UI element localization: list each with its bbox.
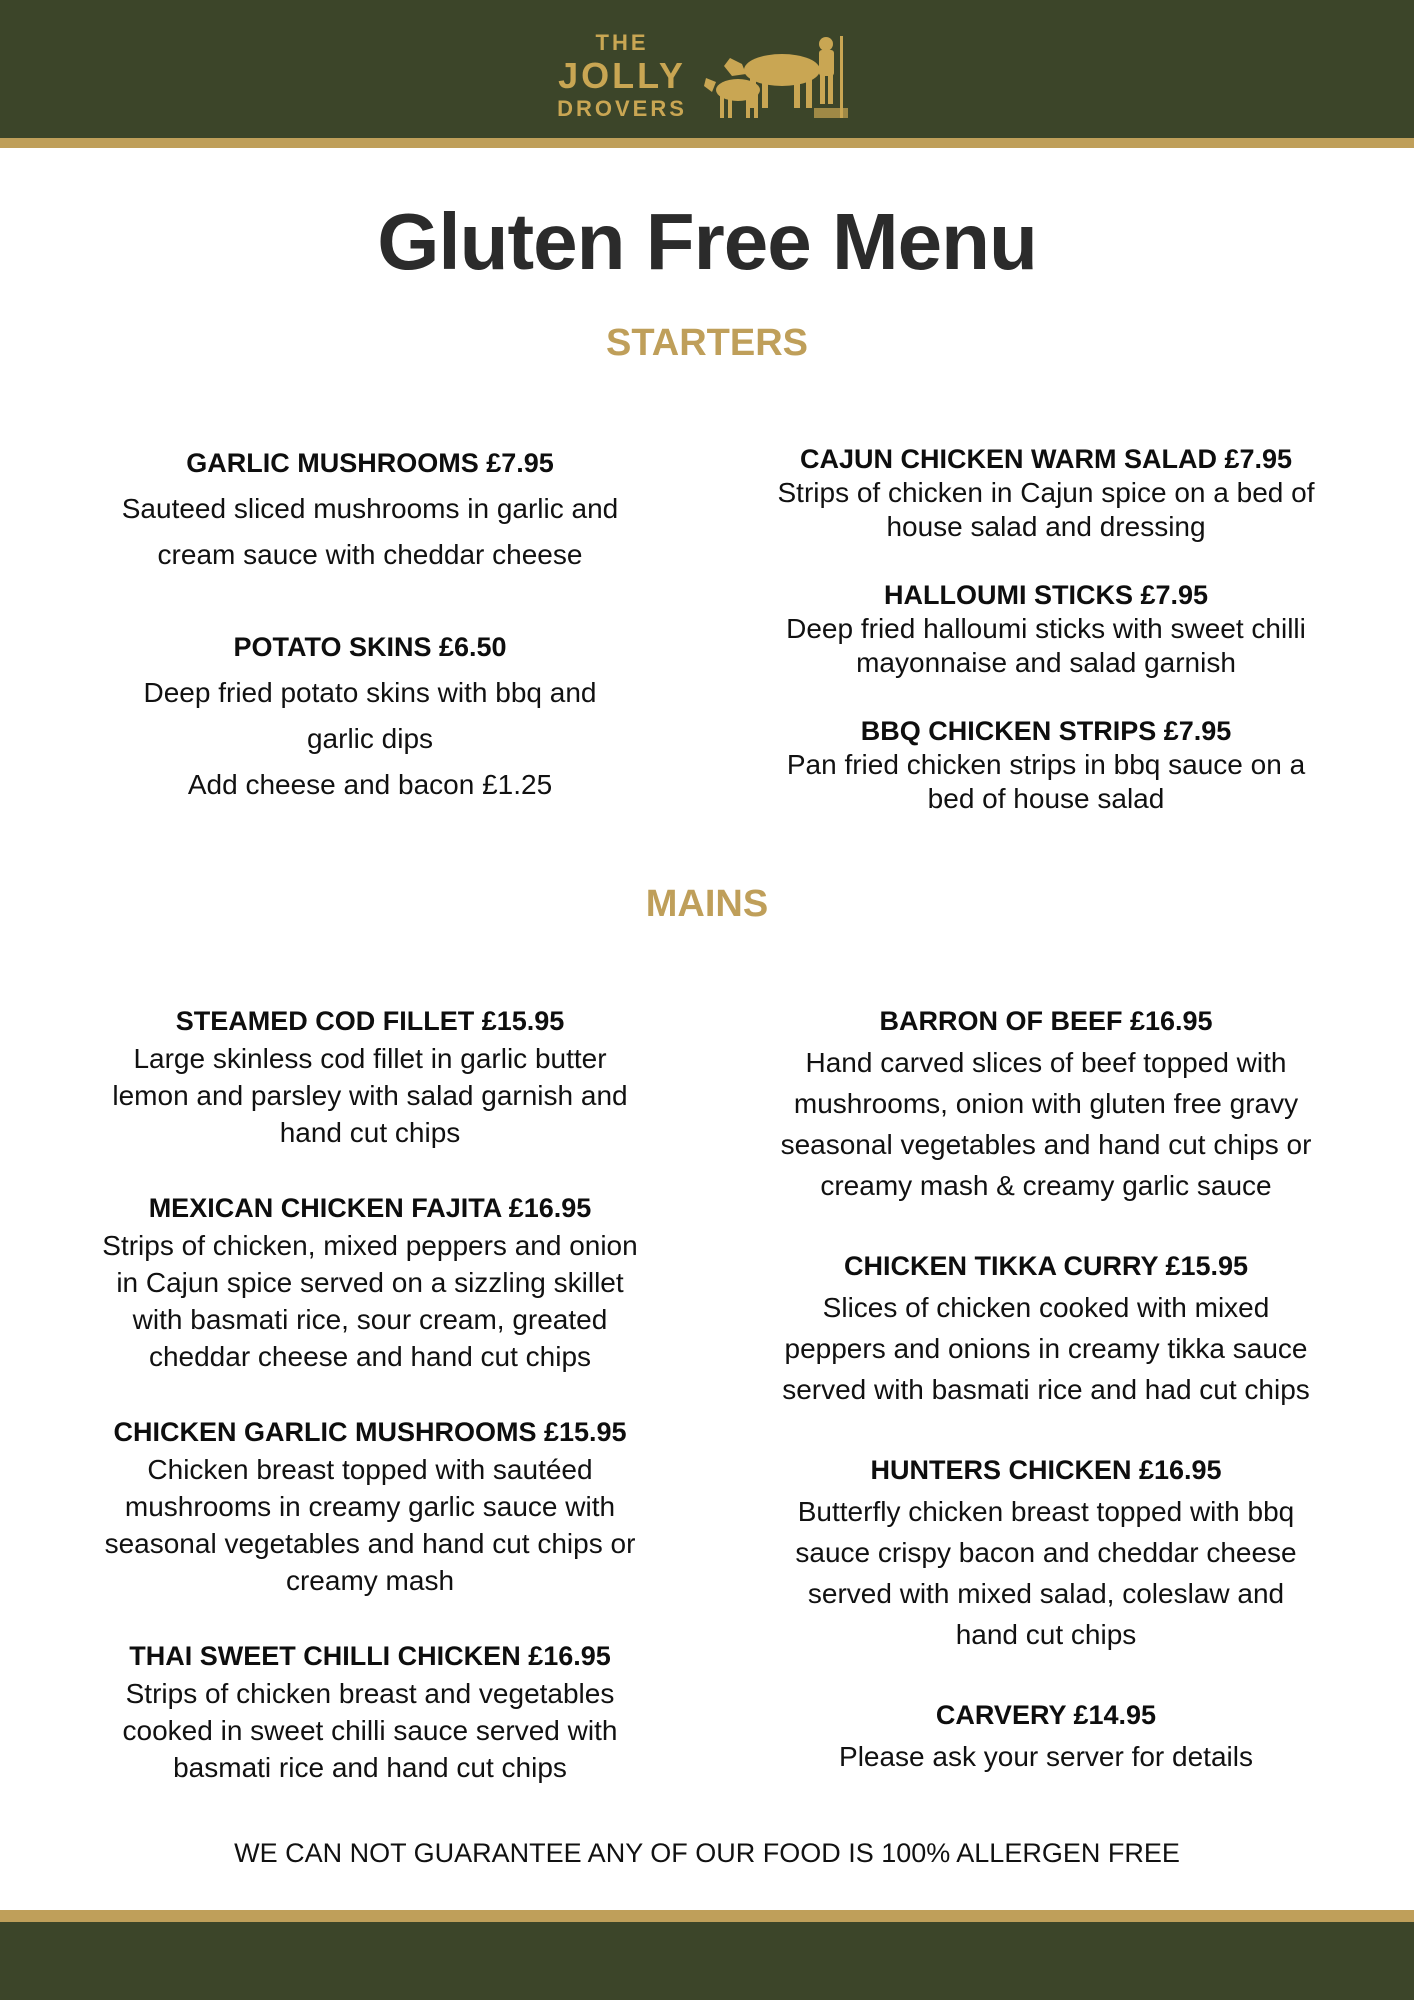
menu-item	[730, 1246, 1362, 1410]
item-desc: cooked in sweet chilli sauce served with	[122, 1715, 618, 1746]
page-title: Gluten Free Menu	[377, 197, 1037, 286]
item-desc: with basmati rice, sour cream, greated	[132, 1304, 608, 1335]
header-gold-stripe	[0, 138, 1414, 148]
item-desc: lemon and parsley with salad garnish and	[112, 1080, 628, 1111]
item-desc: Add cheese and bacon £1.25	[187, 769, 553, 800]
item-desc: Deep fried halloumi sticks with sweet chilli	[786, 613, 1306, 644]
logo-line-drovers: DROVERS	[557, 96, 687, 121]
item-desc: sauce crispy bacon and cheddar cheese	[795, 1537, 1297, 1568]
item-desc: in Cajun spice served on a sizzling skillet	[116, 1267, 624, 1298]
menu-item	[730, 1450, 1362, 1655]
item-name: CAJUN CHICKEN WARM SALAD £7.95	[799, 444, 1293, 474]
item-desc: Pan fried chicken strips in bbq sauce on a	[786, 749, 1306, 780]
item-desc: basmati rice and hand cut chips	[173, 1752, 567, 1783]
menu-item	[55, 1638, 685, 1786]
item-desc: Chicken breast topped with sautéed	[147, 1454, 593, 1485]
item-name: STEAMED COD FILLET £15.95	[175, 1006, 565, 1036]
item-desc: Sauteed sliced mushrooms in garlic and	[121, 493, 619, 524]
item-desc: garlic dips	[306, 723, 434, 754]
item-desc: creamy mash	[285, 1565, 455, 1596]
footer-gold-stripe	[0, 1910, 1414, 1922]
logo-line-jolly: JOLLY	[558, 55, 686, 96]
menu-item	[730, 1695, 1362, 1777]
item-desc: Deep fried potato skins with bbq and	[143, 677, 597, 708]
logo-wordmark	[552, 28, 692, 120]
item-name: HUNTERS CHICKEN £16.95	[870, 1455, 1222, 1485]
mains-right-column	[730, 1001, 1362, 1777]
item-desc: creamy mash & creamy garlic sauce	[820, 1170, 1272, 1201]
footer-band	[0, 1922, 1414, 2000]
item-desc: Hand carved slices of beef topped with	[805, 1047, 1287, 1078]
menu-item	[730, 578, 1362, 680]
item-desc: Butterfly chicken breast topped with bbq	[797, 1496, 1295, 1527]
cattle-and-drover-icon	[702, 32, 852, 124]
menu-item	[730, 442, 1362, 544]
item-desc: peppers and onions in creamy tikka sauce	[784, 1333, 1308, 1364]
menu-item	[730, 1001, 1362, 1206]
item-name: BARRON OF BEEF £16.95	[879, 1006, 1213, 1036]
item-name: MEXICAN CHICKEN FAJITA £16.95	[148, 1193, 592, 1223]
mains-left-column	[55, 1003, 685, 1786]
menu-item	[60, 624, 680, 808]
item-desc: Strips of chicken breast and vegetables	[125, 1678, 615, 1709]
item-name: BBQ CHICKEN STRIPS £7.95	[860, 716, 1232, 746]
starters-heading: STARTERS	[606, 322, 808, 364]
logo-line-the: THE	[595, 30, 649, 55]
item-desc: Strips of chicken in Cajun spice on a bed of	[777, 477, 1315, 508]
item-desc: Please ask your server for details	[839, 1741, 1253, 1772]
item-desc: served with basmati rice and had cut chips	[782, 1374, 1310, 1405]
item-name: GARLIC MUSHROOMS £7.95	[186, 448, 554, 478]
item-desc: served with mixed salad, coleslaw and	[807, 1578, 1285, 1609]
menu-item	[60, 440, 680, 578]
menu-item	[730, 714, 1362, 816]
starters-right-column	[730, 442, 1362, 816]
item-desc: Slices of chicken cooked with mixed	[822, 1292, 1270, 1323]
item-desc: mushrooms in creamy garlic sauce with	[124, 1491, 616, 1522]
item-name: CHICKEN GARLIC MUSHROOMS £15.95	[113, 1417, 627, 1447]
item-desc: Large skinless cod fillet in garlic butter	[133, 1043, 607, 1074]
item-name: CARVERY £14.95	[935, 1700, 1157, 1730]
item-desc: hand cut chips	[955, 1619, 1137, 1650]
item-desc: bed of house salad	[927, 783, 1165, 814]
item-name: CHICKEN TIKKA CURRY £15.95	[843, 1251, 1249, 1281]
allergen-disclaimer: WE CAN NOT GUARANTEE ANY OF OUR FOOD IS 100% ALLERGEN FREE	[234, 1838, 1180, 1868]
menu-item	[55, 1190, 685, 1375]
item-desc: cream sauce with cheddar cheese	[157, 539, 583, 570]
item-desc: mayonnaise and salad garnish	[856, 647, 1236, 678]
menu-item	[55, 1414, 685, 1599]
item-desc: cheddar cheese and hand cut chips	[148, 1341, 592, 1372]
starters-left-column	[60, 440, 680, 808]
item-name: THAI SWEET CHILLI CHICKEN £16.95	[129, 1641, 611, 1671]
item-name: HALLOUMI STICKS £7.95	[883, 580, 1209, 610]
mains-heading: MAINS	[645, 883, 769, 925]
item-name: POTATO SKINS £6.50	[233, 632, 507, 662]
menu-item	[55, 1003, 685, 1151]
item-desc: mushrooms, onion with gluten free gravy	[793, 1088, 1299, 1119]
item-desc: house salad and dressing	[886, 511, 1206, 542]
item-desc: hand cut chips	[279, 1117, 461, 1148]
item-desc: Strips of chicken, mixed peppers and onion	[102, 1230, 638, 1261]
item-desc: seasonal vegetables and hand cut chips or	[780, 1129, 1312, 1160]
logo	[552, 28, 872, 128]
item-desc: seasonal vegetables and hand cut chips or	[104, 1528, 636, 1559]
